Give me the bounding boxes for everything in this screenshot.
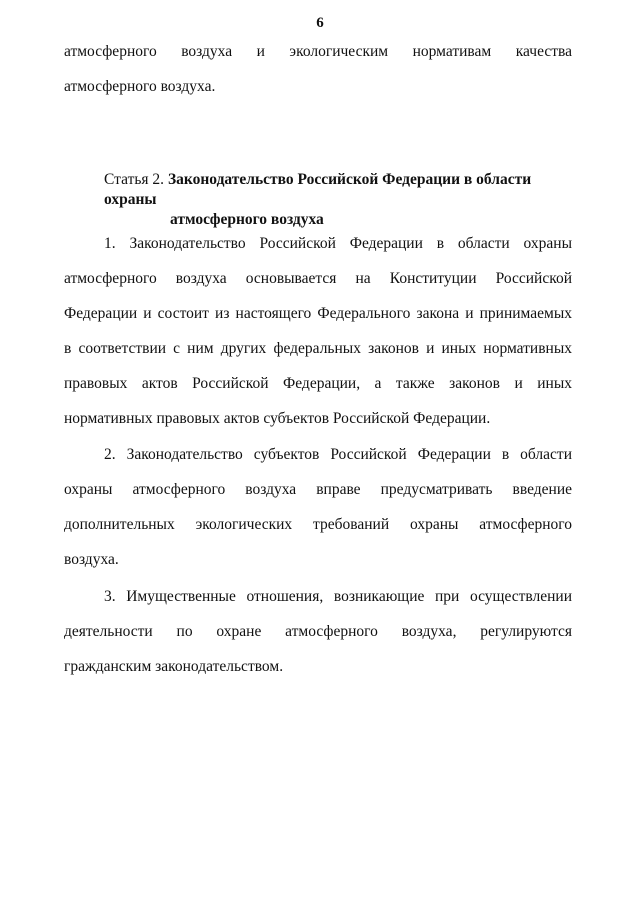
text-line: правовых актов Российской Федерации, а также законов и иных [64,375,572,392]
text-line: гражданским законодательством. [64,658,284,675]
article-title: Законодательство Российской Федерации в области охраны [104,171,532,208]
text-line: дополнительных экологических требований охраны атмосферного [64,516,572,533]
article-number: Статья 2. [104,171,165,188]
text-line: охраны атмосферного воздуха вправе предусматривать введение [64,481,572,498]
paragraph-2 [64,437,572,577]
text-line: деятельности по охране атмосферного воздуха, регулируются [64,623,572,640]
text-line: атмосферного воздуха. [64,78,216,95]
intro-continuation [64,34,572,104]
text-line: 1. Законодательство Российской Федерации в области охраны [104,235,572,252]
text-line: нормативных правовых актов субъектов Российской Федерации. [64,410,491,427]
text-line: Федерации и состоит из настоящего Федерального закона и принимаемых [64,305,572,322]
paragraph-1 [64,226,572,436]
article-title-continuation: атмосферного воздуха [170,211,324,228]
text-line: 2. Законодательство субъектов Российской Федерации в области [104,446,572,463]
paragraph-3 [64,579,572,684]
text-line: атмосферного воздуха и экологическим нормативам качества [64,43,572,60]
article-heading [104,170,584,230]
text-line: в соответствии с ним других федеральных законов и иных нормативных [64,340,572,357]
page-number: 6 [316,15,324,31]
text-line: атмосферного воздуха основывается на Конституции Российской [64,270,572,287]
text-line: воздуха. [64,551,119,568]
text-line: 3. Имущественные отношения, возникающие при осуществлении [104,588,572,605]
